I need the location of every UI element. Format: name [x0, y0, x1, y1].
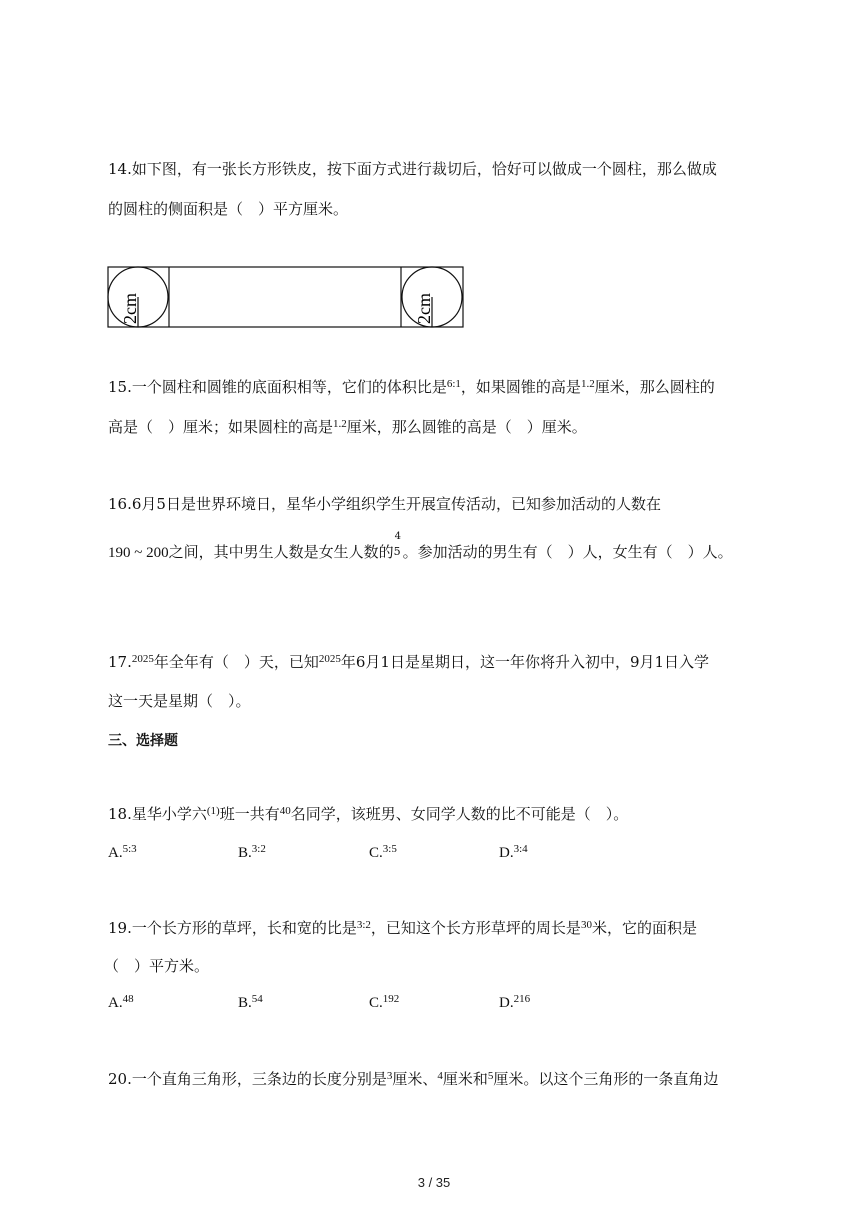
q18-option-d: D.$^{3:4}$ — [499, 843, 528, 861]
q17-text: 17. — [108, 653, 132, 671]
q20-text: 厘米、 — [392, 1070, 438, 1088]
q17-year: 2025 — [318, 653, 341, 665]
q15-text: 高是（ ）厘米；如果圆柱的高是 — [108, 418, 334, 436]
q19-option-c: C.$^{192}$ — [369, 993, 400, 1011]
q15-text: ，如果圆锥的高是 — [460, 378, 581, 396]
q17-text: 年全年有（ ）天，已知 — [153, 653, 319, 671]
fraction-denominator: 5 — [393, 545, 401, 558]
fraction-numerator: 4 — [394, 531, 402, 542]
q14-diagram — [106, 264, 466, 330]
radius-label-left: 2cm — [120, 293, 140, 324]
q19-text: 米，它的面积是 — [591, 919, 697, 937]
q14-line1: 14.如下图，有一张长方形铁皮，按下面方式进行裁切后，恰好可以做成一个圆柱，那么做成 — [108, 160, 717, 178]
q16-text: 之间，其中男生人数是女生人数的 — [168, 543, 394, 561]
q20-line1 — [108, 1068, 718, 1089]
q15-cone-height: 1.2 — [580, 378, 595, 390]
q19-ratio: 3:2 — [356, 919, 371, 931]
q18-class: (1) — [206, 805, 220, 817]
q19-option-a: A.$^{48}$ — [108, 993, 134, 1011]
q18-count: 40 — [279, 805, 291, 817]
q19-text: ，已知这个长方形草坪的周长是 — [370, 919, 581, 937]
q20-text: 20.一个直角三角形，三条边的长度分别是 — [108, 1070, 387, 1088]
q15-line1 — [108, 376, 715, 397]
q15-line2 — [108, 416, 587, 437]
q14-line2: 的圆柱的侧面积是（ ）平方厘米。 — [108, 200, 349, 218]
q18-text: 18.星华小学六 — [108, 805, 207, 823]
q18-option-a: A.$^{5:3}$ — [108, 843, 137, 861]
q16-line1: 16.6月5日是世界环境日，星华小学组织学生开展宣传活动，已知参加活动的人数在 — [108, 495, 661, 513]
q19-line2: （ ）平方米。 — [104, 957, 210, 975]
q20-side-a: 3 — [386, 1070, 393, 1082]
q15-ratio: 6:1 — [446, 378, 461, 390]
q18-line — [108, 803, 628, 824]
q17-year: 2025 — [131, 653, 154, 665]
page-number: 3 / 35 — [417, 1175, 451, 1190]
q19-perimeter: 30 — [580, 919, 592, 931]
q18-option-c: C.$^{3:5}$ — [369, 843, 397, 861]
q16-range: 190 ~ 200 — [108, 545, 169, 561]
q16-fraction — [393, 531, 403, 559]
q17-text: 年6月1日是星期日，这一年你将升入初中，9月1日入学 — [340, 653, 710, 671]
section-heading: 三、选择题 — [108, 733, 178, 749]
q20-text: 厘米和 — [442, 1070, 488, 1088]
q16-text: 。参加活动的男生有（ ）人，女生有（ ）人。 — [402, 543, 733, 561]
q15-cylinder-height: 1.2 — [333, 418, 347, 430]
radius-label-right: 2cm — [414, 293, 434, 324]
q18-option-b: B.$^{3:2}$ — [238, 843, 266, 861]
q17-line2: 这一天是星期（ ）。 — [108, 692, 251, 710]
q19-text: 19.一个长方形的草坪，长和宽的比是 — [108, 919, 357, 937]
q15-text: 厘米，那么圆柱的 — [594, 378, 715, 396]
q16-line2 — [108, 531, 733, 562]
q20-text: 厘米。以这个三角形的一条直角边 — [493, 1070, 719, 1088]
q19-option-d: D.$^{216}$ — [499, 993, 531, 1011]
q15-text: 厘米，那么圆锥的高是（ ）厘米。 — [346, 418, 587, 436]
q15-text: 15.一个圆柱和圆锥的底面积相等，它们的体积比是 — [108, 378, 447, 396]
q20-side-c: 5 — [487, 1070, 494, 1082]
q19-line1 — [108, 917, 697, 938]
q19-option-b: B.$^{54}$ — [238, 993, 263, 1011]
q18-text: 班一共有 — [219, 805, 280, 823]
q18-text: 名同学，该班男、女同学人数的比不可能是（ ）。 — [290, 805, 629, 823]
q20-side-b: 4 — [437, 1070, 443, 1082]
q17-line1 — [108, 651, 709, 672]
